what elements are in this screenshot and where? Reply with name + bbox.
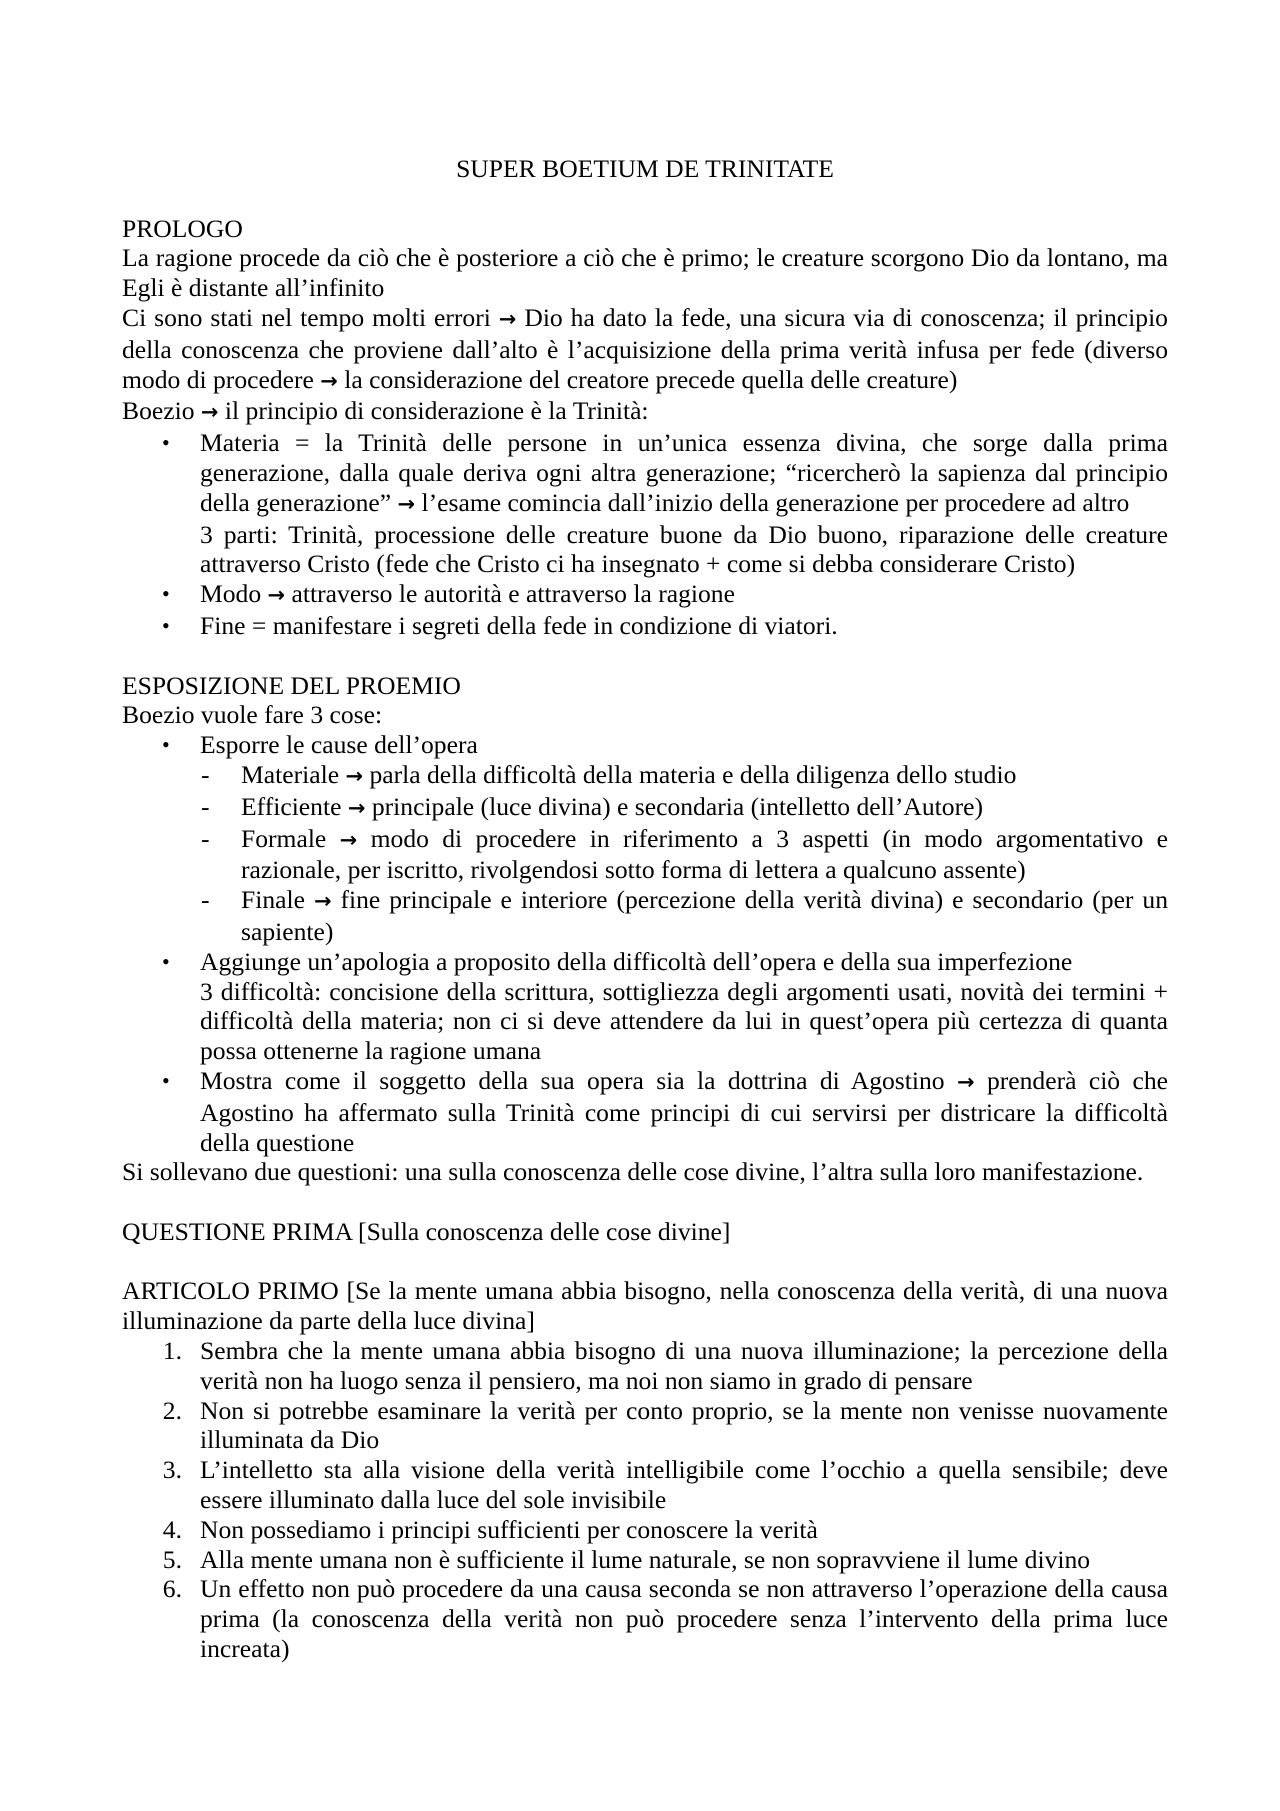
numbered-list-item	[122, 1455, 1168, 1515]
arrow-icon: →	[320, 368, 338, 393]
arrow-icon: →	[200, 400, 219, 425]
list-item-text: Esporre le cause dell’opera	[200, 730, 478, 760]
bullet-list-item	[122, 611, 1168, 641]
list-marker: 5.	[162, 1544, 182, 1574]
arrow-icon: →	[267, 583, 286, 608]
blank-line	[122, 1247, 1168, 1277]
blank-line	[122, 641, 1168, 671]
list-item-text: Materia = la Trinità delle persone in un’unica essenza divina, che sorge dalla prima generazione, dalla quale deriva ogni altra generazione; “ricercherò la sapienza dal principio della generazione” → l’esame comincia dall’inizio della generazione per procedere ad altro	[200, 428, 1168, 517]
arrow-icon: →	[498, 306, 517, 331]
bullet-icon: •	[162, 581, 170, 607]
dash-list-item	[122, 792, 1168, 824]
bullet-list-item	[122, 428, 1168, 579]
document-page	[122, 154, 1168, 1664]
bullet-list-item	[122, 579, 1168, 611]
blank-line	[122, 184, 1168, 214]
section-heading: QUESTIONE PRIMA [Sulla conoscenza delle cose divine]	[122, 1216, 731, 1246]
list-item-text: 3 parti: Trinità, processione delle creature buone da Dio buono, riparazione delle creature attraverso Cristo (fede che Cristo ci ha insegnato + come si debba considerare Cristo)	[200, 519, 1168, 579]
blank-line	[122, 1187, 1168, 1217]
list-marker: 3.	[162, 1455, 182, 1485]
list-item-text: Sembra che la mente umana abbia bisogno di una nuova illuminazione; la percezione della verità non ha luogo senza il pensiero, ma noi non siamo in grado di pensare	[200, 1336, 1168, 1395]
paragraph: Ci sono stati nel tempo molti errori → Dio ha dato la fede, una sicura via di conoscenza; il principio della conoscenza che proviene dall’alto è l’acquisizione della prima verità infusa per fede (diverso modo di procedere → la considerazione del creatore precede quella delle creature)	[122, 302, 1168, 394]
numbered-list-item	[122, 1574, 1168, 1663]
list-marker: 6.	[162, 1574, 182, 1604]
arrow-icon: →	[345, 763, 364, 788]
section-heading: PROLOGO	[122, 213, 243, 243]
bullet-list-item	[122, 947, 1168, 1066]
numbered-list-item	[122, 1515, 1168, 1545]
list-marker: -	[201, 759, 210, 789]
list-marker: -	[201, 885, 210, 915]
numbered-list-item	[122, 1545, 1168, 1575]
arrow-icon: →	[956, 1069, 975, 1094]
arrow-icon: →	[397, 491, 416, 516]
list-item-text: L’intelletto sta alla visione della verità intelligibile come l’occhio a quella sensibile; deve essere illuminato dalla luce del sole invisibile	[200, 1455, 1168, 1515]
paragraph: Si sollevano due questioni: una sulla conoscenza delle cose divine, l’altra sulla loro manifestazione.	[122, 1157, 1144, 1187]
list-item-text: Aggiunge un’apologia a proposito della difficoltà dell’opera e della sua imperfezione	[200, 946, 1073, 976]
list-marker: -	[201, 791, 210, 821]
bullet-icon: •	[162, 612, 170, 638]
list-item-text: Non possediamo i principi sufficienti per conoscere la verità	[200, 1514, 818, 1544]
bullet-icon: •	[162, 732, 170, 758]
paragraph: Boezio → il principio di considerazione è la Trinità:	[122, 396, 649, 426]
list-item-text: Formale → modo di procedere in riferimento a 3 aspetti (in modo argomentativo e razionale, per iscritto, rivolgendosi sotto forma di lettera a qualcuno assente)	[241, 823, 1168, 885]
arrow-icon: →	[339, 827, 358, 852]
list-item-text: Fine = manifestare i segreti della fede in condizione di viatori.	[200, 610, 838, 640]
numbered-list-item	[122, 1336, 1168, 1396]
document-body	[122, 184, 1168, 1664]
dash-list-item	[122, 824, 1168, 886]
arrow-icon: →	[347, 795, 366, 820]
section-heading: ARTICOLO PRIMO [Se la mente umana abbia bisogno, nella conoscenza della verità, di una nuova illuminazione da parte della luce divina]	[122, 1276, 1168, 1336]
paragraph: Boezio vuole fare 3 cose:	[122, 700, 383, 730]
list-marker: 4.	[162, 1514, 182, 1544]
list-item-text: Efficiente → principale (luce divina) e secondaria (intelletto dell’Autore)	[241, 791, 983, 821]
bullet-list-item	[122, 730, 1168, 760]
list-item-text: 3 difficoltà: concisione della scrittura, sottigliezza degli argomenti usati, novità dei termini + difficoltà della materia; non ci si deve attendere da lui in quest’opera più certezza di quanta possa ottenerne la ragione umana	[200, 976, 1168, 1066]
list-marker: 1.	[162, 1336, 182, 1366]
list-marker: 2.	[162, 1395, 182, 1425]
list-item-text: Modo → attraverso le autorità e attraverso la ragione	[200, 579, 735, 609]
bullet-icon: •	[162, 1067, 170, 1093]
arrow-icon: →	[313, 889, 332, 914]
section-heading: ESPOSIZIONE DEL PROEMIO	[122, 670, 461, 700]
list-item-text: Finale → fine principale e interiore (percezione della verità divina) e secondario (per un sapiente)	[241, 885, 1168, 946]
list-item-text: Mostra come il soggetto della sua opera sia la dottrina di Agostino → prenderà ciò che Agostino ha affermato sulla Trinità come principi di cui servirsi per districare la difficoltà della questione	[200, 1065, 1168, 1157]
dash-list-item	[122, 885, 1168, 947]
bullet-icon: •	[162, 948, 170, 974]
numbered-list-item	[122, 1396, 1168, 1456]
bullet-list-item	[122, 1066, 1168, 1157]
document-title: SUPER BOETIUM DE TRINITATE	[456, 154, 834, 183]
list-marker: -	[201, 823, 210, 853]
list-item-text: Materiale → parla della difficoltà della materia e della diligenza dello studio	[241, 759, 1017, 789]
list-item-text: Alla mente umana non è sufficiente il lume naturale, se non sopravviene il lume divino	[200, 1544, 1091, 1574]
list-item-text: Non si potrebbe esaminare la verità per conto proprio, se la mente non venisse nuovamente illuminata da Dio	[200, 1395, 1168, 1455]
bullet-icon: •	[162, 430, 170, 456]
dash-list-item	[122, 760, 1168, 792]
paragraph: La ragione procede da ciò che è posteriore a ciò che è primo; le creature scorgono Dio da lontano, ma Egli è distante all’infinito	[122, 243, 1168, 303]
list-item-text: Un effetto non può procedere da una causa seconda se non attraverso l’operazione della causa prima (la conoscenza della verità non può procedere senza l’intervento della prima luce increata)	[200, 1574, 1168, 1664]
